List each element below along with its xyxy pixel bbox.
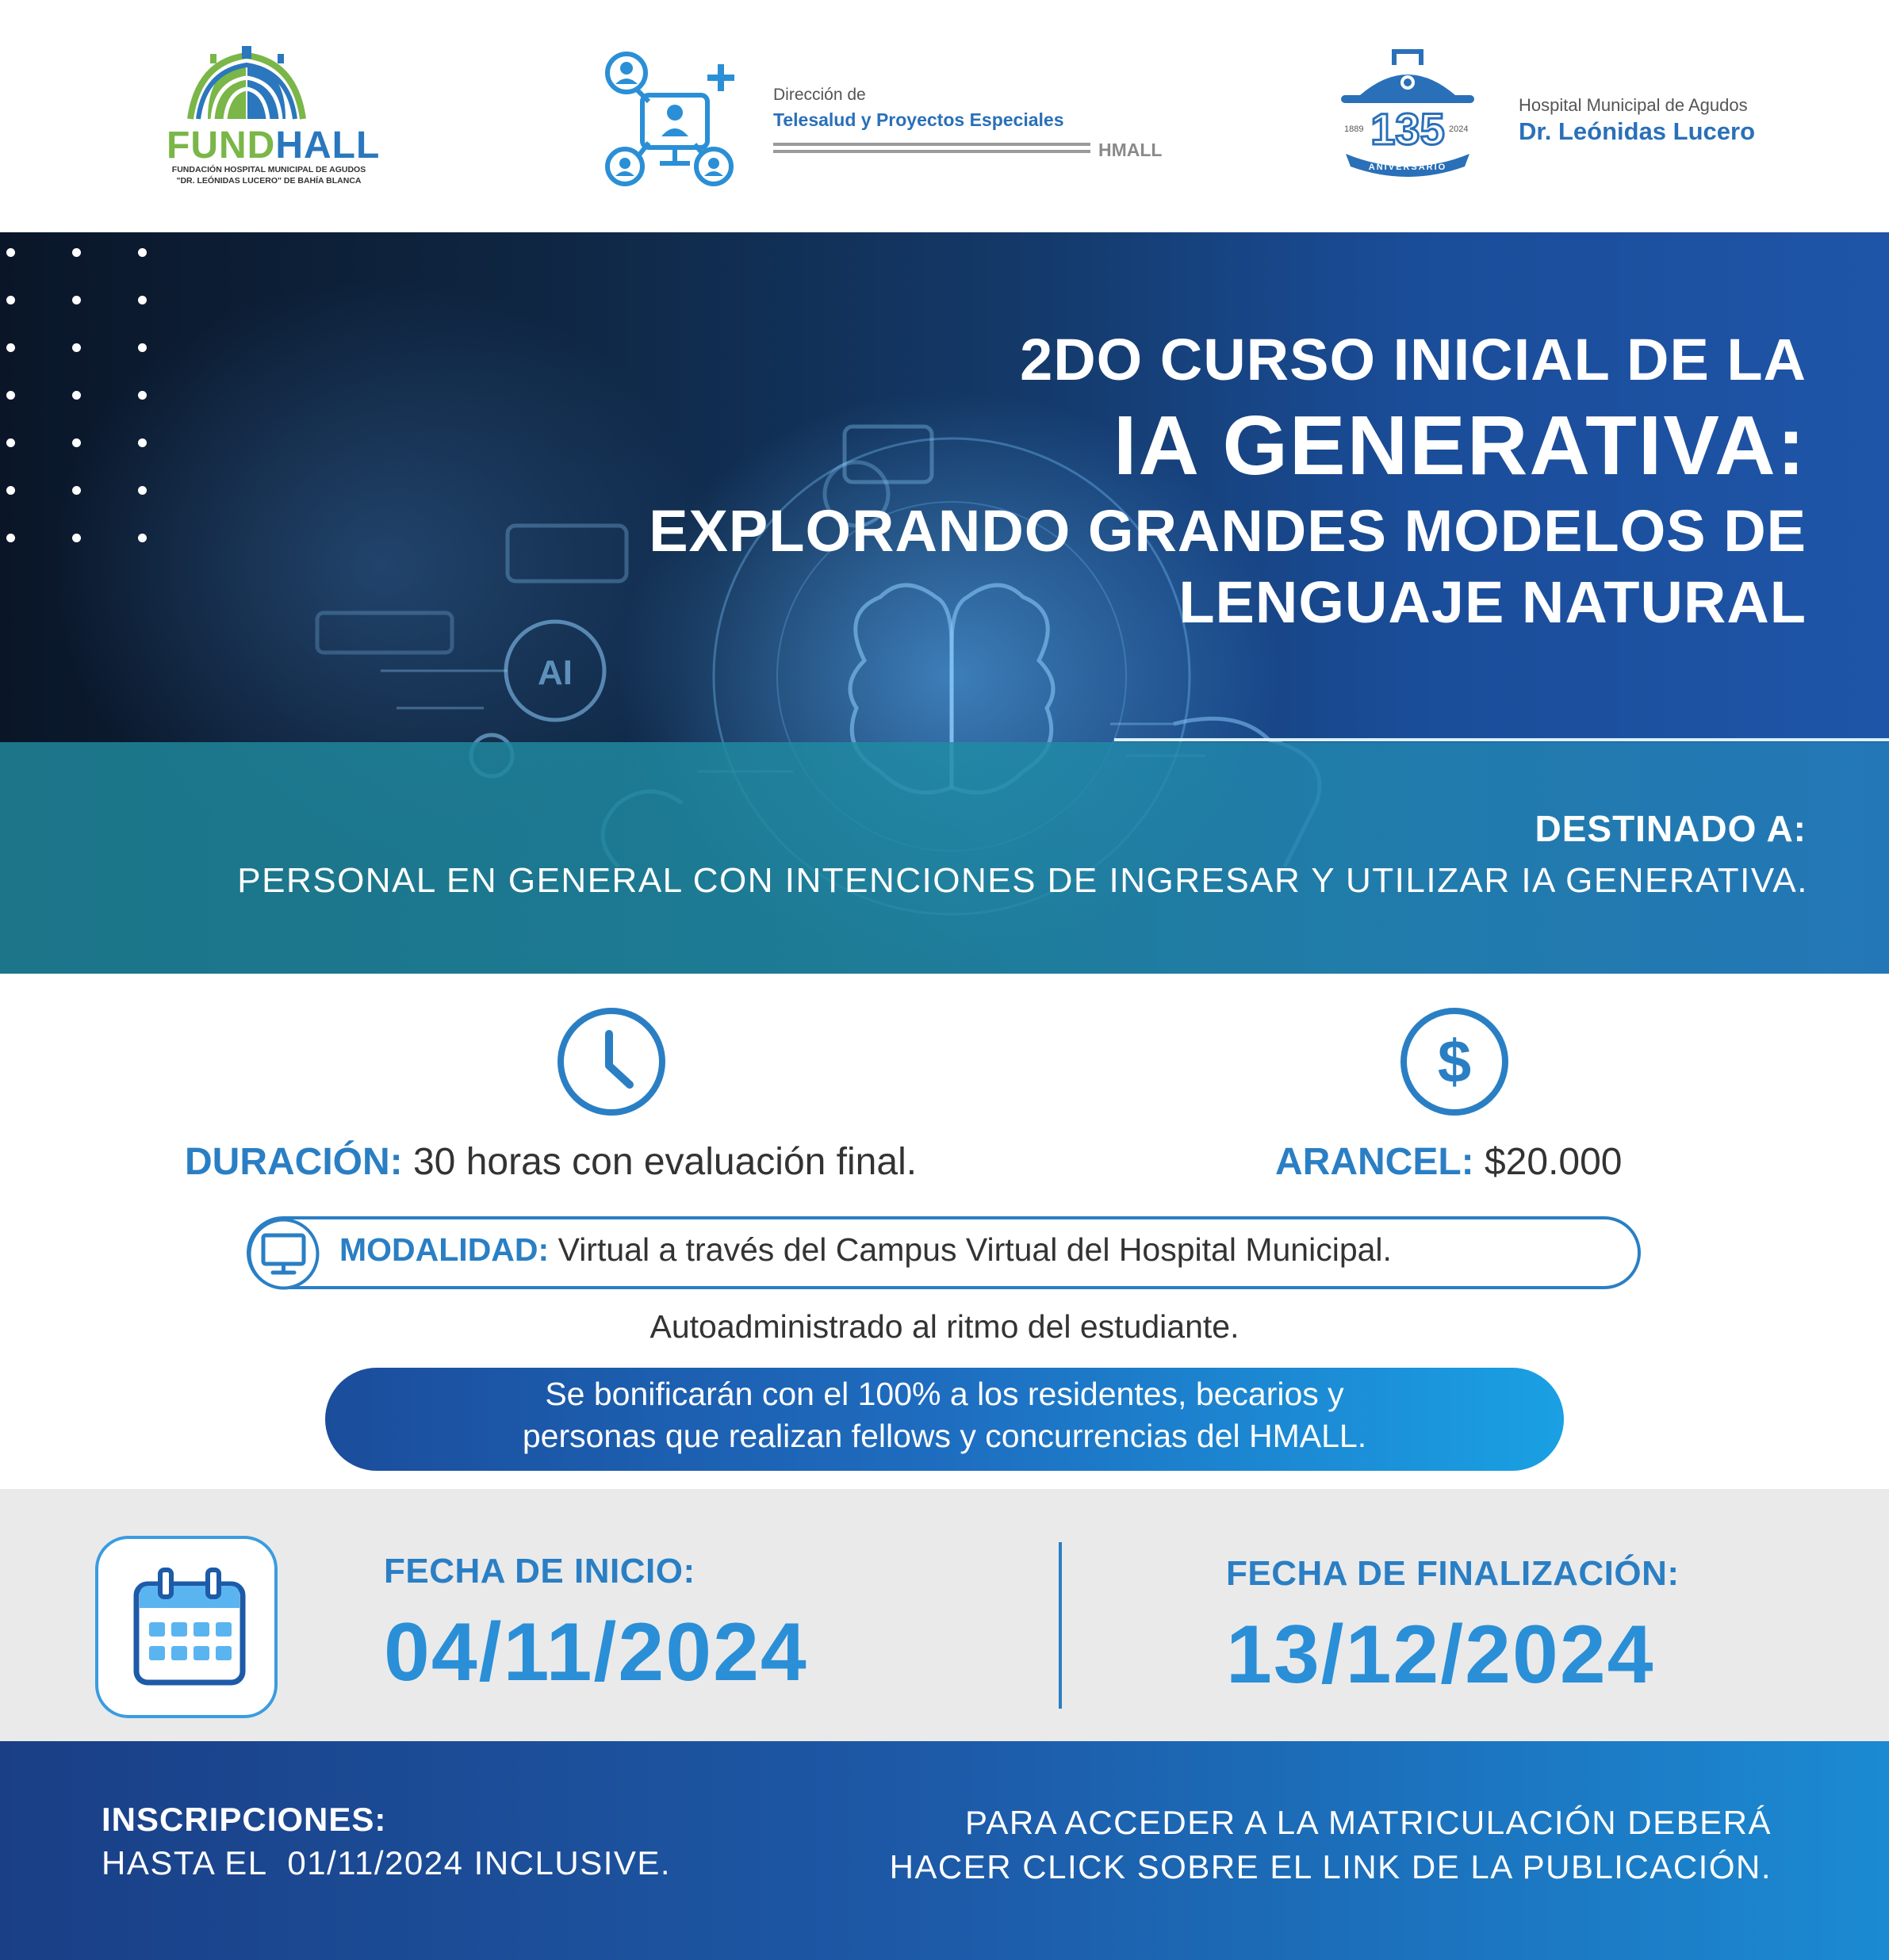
duration-key: DURACIÓN: — [185, 1141, 403, 1183]
course-info — [0, 974, 1889, 1489]
dates-section — [0, 1489, 1889, 1741]
fundhall-subtitle-1: FUNDACIÓN HOSPITAL MUNICIPAL DE AGUDOS — [171, 165, 366, 174]
telesalud-bars — [773, 143, 1090, 157]
audience-label: DESTINADO A: — [1535, 808, 1807, 849]
fundhall-subtitle-2: "DR. LEÓNIDAS LUCERO" DE BAHÍA BLANCA — [176, 176, 362, 186]
modality-value: Virtual a través del Campus Virtual del Hospital Municipal. — [558, 1231, 1392, 1268]
monitor-icon — [246, 1216, 321, 1292]
audience-band — [0, 742, 1889, 974]
audience-text: PERSONAL EN GENERAL CON INTENCIONES DE INGRESAR Y UTILIZAR IA GENERATIVA. — [237, 861, 1808, 900]
fee — [1275, 1140, 1623, 1184]
start-date-value: 04/11/2024 — [384, 1606, 808, 1698]
title-line-3: EXPLORANDO GRANDES MODELOS DE — [649, 498, 1807, 564]
ai-art-label: AI — [538, 653, 573, 692]
telesalud-line-1: Dirección de — [773, 86, 866, 104]
registration-title: INSCRIPCIONES: — [102, 1801, 387, 1838]
footer-banner — [0, 1741, 1889, 1960]
title-line-1: 2DO CURSO INICIAL DE LA — [1020, 327, 1807, 392]
course-title — [649, 324, 1807, 638]
telesalud-line-2: Telesalud y Proyectos Especiales — [773, 109, 1064, 130]
fundhall-wordmark: FUNDHALL — [167, 124, 381, 167]
telesalud-text — [773, 86, 1186, 160]
title-line-2: IA GENERATIVA: — [1113, 399, 1807, 492]
dates-divider — [1059, 1542, 1062, 1709]
registration-deadline: HASTA EL 01/11/2024 INCLUSIVE. — [102, 1844, 672, 1882]
fee-value: $20.000 — [1484, 1141, 1623, 1183]
duration-value: 30 horas con evaluación final. — [412, 1141, 918, 1183]
duration — [185, 1140, 917, 1184]
start-date-label: FECHA DE INICIO: — [384, 1552, 695, 1591]
scholarship-line-2: personas que realizan fellows y concurrencias del HMALL. — [522, 1418, 1367, 1454]
enrollment-instructions — [890, 1801, 1772, 1889]
fee-key: ARANCEL: — [1275, 1141, 1474, 1183]
fundhall-logo — [167, 46, 381, 189]
modality — [339, 1231, 1392, 1269]
anniversary-year-end: 2024 — [1449, 124, 1469, 134]
band-accent-line — [1114, 738, 1889, 741]
dollar-symbol: $ — [1437, 1028, 1472, 1096]
enrollment-line-1: PARA ACCEDER A LA MATRICULACIÓN DEBERÁ — [964, 1804, 1772, 1841]
hospital-line-1: Hospital Municipal de Agudos — [1519, 95, 1748, 115]
end-date-label: FECHA DE FINALIZACIÓN: — [1226, 1554, 1680, 1593]
calendar-icon — [130, 1567, 249, 1690]
telesalud-network-icon — [596, 48, 739, 190]
anniversary-ribbon: ANIVERSARIO — [1368, 163, 1447, 172]
anniversary-number: 135 — [1370, 104, 1445, 154]
telesalud-tag: HMALL — [1098, 140, 1163, 160]
hospital-line-2: Dr. Leónidas Lucero — [1519, 117, 1756, 145]
title-line-4: LENGUAJE NATURAL — [1178, 569, 1807, 635]
end-date-value: 13/12/2024 — [1226, 1609, 1655, 1701]
enrollment-line-2: HACER CLICK SOBRE EL LINK DE LA PUBLICACIÓN. — [889, 1848, 1772, 1885]
modality-key: MODALIDAD: — [339, 1231, 550, 1268]
header — [0, 0, 1889, 232]
scholarship-banner — [325, 1368, 1564, 1471]
anniversary-year-start: 1889 — [1344, 124, 1364, 134]
dollar-icon — [1398, 1005, 1511, 1118]
clock-icon — [555, 1005, 668, 1118]
anniversary-135-logo — [1328, 46, 1487, 181]
calendar-badge — [95, 1536, 278, 1718]
scholarship-line-1: Se bonificarán con el 100% a los residentes, becarios y — [545, 1376, 1344, 1412]
hospital-name — [1519, 95, 1755, 146]
fundhall-arch-icon — [167, 46, 365, 125]
hero-banner — [0, 232, 1889, 974]
self-paced-note: Autoadministrado al ritmo del estudiante. — [649, 1308, 1240, 1345]
